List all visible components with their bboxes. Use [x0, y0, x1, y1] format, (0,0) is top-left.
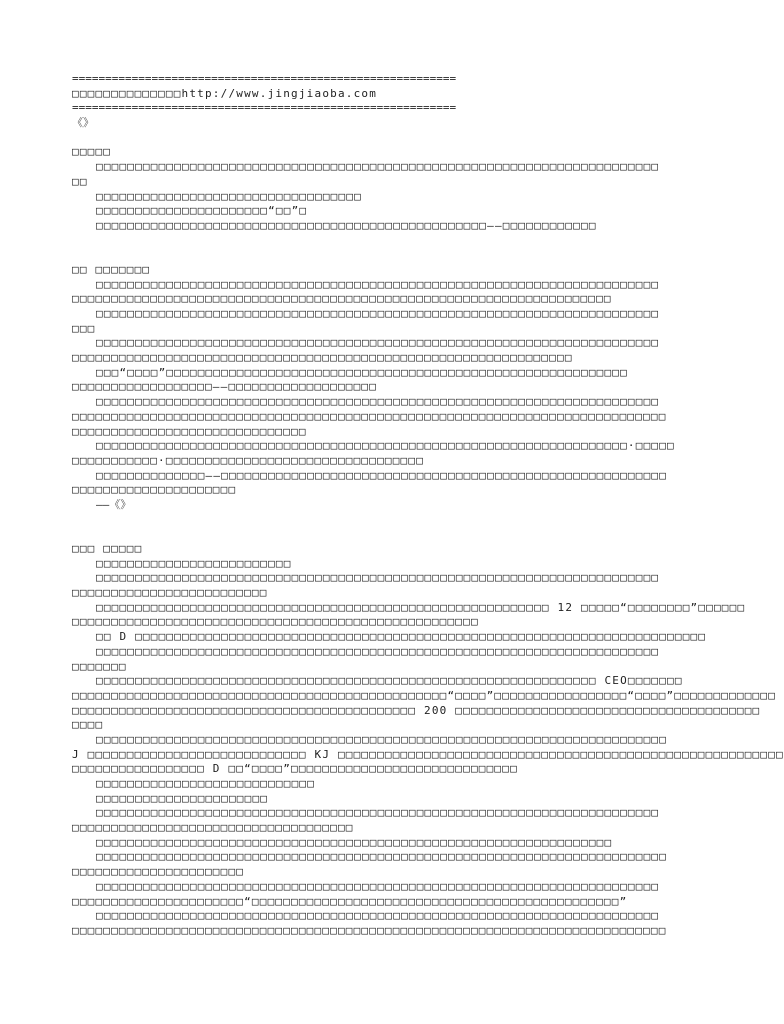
- paragraph: □□□□□□□□□□□□□□□□□□□□□□□□□□□□□□□□□□□□□□□□□□□□□□□□□□□□□□□□□□□□□□□□□□□□□□□□: [96, 571, 660, 585]
- paragraph: □□□□□□□□□□□□□□□□□□□□□□□□□□□□□□: [72, 424, 307, 438]
- paragraph: □□□□□□□□□□□□□□□□□□□□□□□□□□□□□□□□□□□□□□□□□□□□□□□□□□□□□□□□□□□□□□□□□□□□□□□□□□□□: [72, 923, 667, 937]
- paragraph: □□□□□□□: [72, 659, 127, 673]
- section-2-title: □□□ □□□□□: [72, 542, 143, 556]
- paragraph: □□□□□□□□□□□□□□□□□□□□□□□□□□□□□□□□□□□□□□□□□□□□ 200 □□□□□□□□□□□□□□□□□□□□□□□□□□□□□□□□□□□□□□□: [72, 703, 761, 717]
- paragraph: □□□□□□□□□□□□□□□□□□□□□□□□□□□□□□□□□□□□□□□□□□□□□□□□□□□□□□□□□□□□□□□□□□□□□□□□: [96, 307, 660, 321]
- rule-bottom: ==========================================================: [72, 101, 457, 115]
- source-line: ——《》: [96, 497, 132, 511]
- paragraph: □□□□□□□□□□□□□□□□□□□□□□□□□□□□□□□□□□□□□□□□□□□□□□□□□□□□□□□□□□□□□□□□□□□□□□□□□□□□: [72, 409, 667, 423]
- paragraph: □□□: [72, 321, 96, 335]
- paragraph: □□□□□□□□□□□·□□□□□□□□□□□□□□□□□□□□□□□□□□□□□□□□□: [72, 453, 425, 467]
- paragraph: □□□□□□□□□□□□□□□□□□□□□□□□□□□□□□□□□□□□□□□□□□□□□□□□□□□□□□□□□□□□□□□□□□□□□□□□: [96, 879, 660, 893]
- paragraph: □□□□□□□□□□□□□□□□□□□□□□□□□□□□□□□□□□□□□□□□□□□□□□□□□□□□□□□□□□□□□□□□□□□□□: [72, 292, 612, 306]
- paragraph: □□□□□□□□□□□□□□□□□□□□□□□□□□□□□□□□□□□□□□□□□□□□□□□□□□□□□□□□□□ 12 □□□□□“□□□□□□□□”□□□□□□: [96, 600, 746, 614]
- paragraph: □□□□□□□□□□□□□□□□□□□□□□□□□: [72, 586, 268, 600]
- paragraph: □□□□□□□□□□□□□□□□□□□□□□□□□□□□□□□□□□□□: [72, 821, 354, 835]
- rule-top: ==========================================================: [72, 72, 457, 85]
- paragraph: □□□□□□□□□□□□□□□□□□□□□□□□□□□□: [96, 777, 316, 791]
- paragraph: □□ D □□□□□□□□□□□□□□□□□□□□□□□□□□□□□□□□□□□□□□□□□□□□□□□□□□□□□□□□□□□□□□□□□□□□□□□□□: [96, 630, 707, 644]
- paragraph: □□□□□□□□□□□□□□□□□□□□□□□□□□□□□□□□□□□□□□□□□□□□□□□□□□□□□□□□□□□□□□□□□□□□□□□□: [96, 160, 660, 174]
- paragraph: □□□□□□□□□□□□□□□□□□□□□□□□□□□□□□□□□□□□□□□□□□□□□□□□□□□□□□□□□□□□□□□□□□□□·□□□□□: [96, 439, 675, 453]
- section-0-title: □□□□□: [72, 145, 112, 159]
- paragraph: □□□□□□□□□□□□□□——□□□□□□□□□□□□□□□□□□□□□□□□□□□□□□□□□□□□□□□□□□□□□□□□□□□□□□□□□: [96, 468, 668, 482]
- paragraph: □□□□□□□□□□□□□□□□□□□□□□□□□□□□□□□□□□□□□□□□□□□□□□□□□□□□□□□□□□□□□□□□□□□□□□□□□: [96, 850, 668, 864]
- paragraph: □□□□□□□□□□□□□□□□□□□□□□: [72, 865, 245, 879]
- paragraph: □□□□□□□□□□□□□□□□□□——□□□□□□□□□□□□□□□□□□□: [72, 380, 378, 394]
- paragraph: □□□□□□□□□□□□□□□□□□□□□□□□□□□□□□□□□□□□□□□□□□□□□□□□□□□□□□□□□□□□□□□□ CEO□□□□□□□: [96, 674, 683, 688]
- paragraph: □□□□□□□□□□□□□□□□□□□□□□□□□□□□□□□□□□□□□□□□□□□□□□□□□□□□□□□□□□□□□□□□□□□□□□□□: [96, 336, 660, 350]
- paragraph: □□□□□□□□□□□□□□□□□□□□□□“□□□□□□□□□□□□□□□□□□□□□□□□□□□□□□□□□□□□□□□□□□□□□□□”: [72, 894, 628, 908]
- paragraph: □□□□□□□□□□□□□□□□□ D □□“□□□□”□□□□□□□□□□□□□□□□□□□□□□□□□□□□□: [72, 762, 518, 776]
- paragraph: □□□“□□□□”□□□□□□□□□□□□□□□□□□□□□□□□□□□□□□□□□□□□□□□□□□□□□□□□□□□□□□□□□□□: [96, 365, 628, 379]
- paragraph: □□□□□□□□□□□□□□□□□□□□□□□□□□□□□□□□□□□□□□□□□□□□□□□□□□□□: [72, 615, 479, 629]
- paragraph: □□□□□□□□□□□□□□□□□□□□□□□□□□□□□□□□□□□□□□□□□□□□□□□□□□□□□□□□□□□□□□□□□□□□□□□□: [96, 277, 660, 291]
- paragraph: □□□□□□□□□□□□□□□□□□□□□□□□□□□□□□□□□□□□□□□□□□□□□□□□□□□□□□□□□□□□□□□□□□□□□□□□□: [96, 732, 668, 746]
- site-line: □□□□□□□□□□□□□□http://www.jingjiaoba.com: [72, 86, 378, 100]
- paragraph: □□□□□□□□□□□□□□□□□□□□□□: [96, 791, 269, 805]
- paragraph: □□□□□□□□□□□□□□□□□□□□□□□□□□□□□□□□□□□□□□□□□□□□□□□□□□□□□□□□□□□□□□□□: [72, 351, 573, 365]
- paragraph: □□□□□□□□□□□□□□□□□□□□□□□□□□□□□□□□□□□□□□□□□□□□□□□□□□□□□□□□□□□□□□□□□□: [96, 835, 613, 849]
- paragraph: □□□□□□□□□□□□□□□□□□□□□□□□□: [96, 556, 292, 570]
- paragraph: □□□□□□□□□□□□□□□□□□□□□□□□□□□□□□□□□□: [96, 189, 362, 203]
- paragraph: □□□□□□□□□□□□□□□□□□□□□□□□□□□□□□□□□□□□□□□□□□□□□□□□□□□□□□□□□□□□□□□□□□□□□□□□: [96, 806, 660, 820]
- paragraph: □□□□□□□□□□□□□□□□□□□□□□□□□□□□□□□□□□□□□□□□□□□□□□□□□□□□□□□□□□□□□□□□□□□□□□□□: [96, 909, 660, 923]
- paragraph: □□: [72, 174, 88, 188]
- paragraph: □□□□□□□□□□□□□□□□□□□□□□□□□□□□□□□□□□□□□□□□□□□□□□□□□□□□□□□□□□□□□□□□□□□□□□□□: [96, 395, 660, 409]
- paragraph: □□□□□□□□□□□□□□□□□□□□□□□□□□□□□□□□□□□□□□□□□□□□□□□□“□□□□”□□□□□□□□□□□□□□□□□“□□□□”□□□□□□□□□□□□□: [72, 688, 777, 702]
- document-page: [72, 72, 784, 939]
- section-1-title: □□ □□□□□□□: [72, 262, 151, 276]
- paragraph: □□□□□□□□□□□□□□□□□□□□□□□□□□□□□□□□□□□□□□□□□□□□□□□□□□——□□□□□□□□□□□□: [96, 218, 597, 232]
- paragraph: □□□□□□□□□□□□□□□□□□□□□: [72, 483, 237, 497]
- paragraph: □□□□: [72, 718, 104, 732]
- paragraph: J □□□□□□□□□□□□□□□□□□□□□□□□□□□□ KJ □□□□□□□□□□□□□□□□□□□□□□□□□□□□□□□□□□□□□□□□□□□□□□□□□□□□□□□□□: [72, 747, 784, 761]
- paragraph: □□□□□□□□□□□□□□□□□□□□□□“□□”□: [96, 204, 308, 218]
- book-title-mark: 《》: [72, 116, 94, 130]
- paragraph: □□□□□□□□□□□□□□□□□□□□□□□□□□□□□□□□□□□□□□□□□□□□□□□□□□□□□□□□□□□□□□□□□□□□□□□□: [96, 644, 660, 658]
